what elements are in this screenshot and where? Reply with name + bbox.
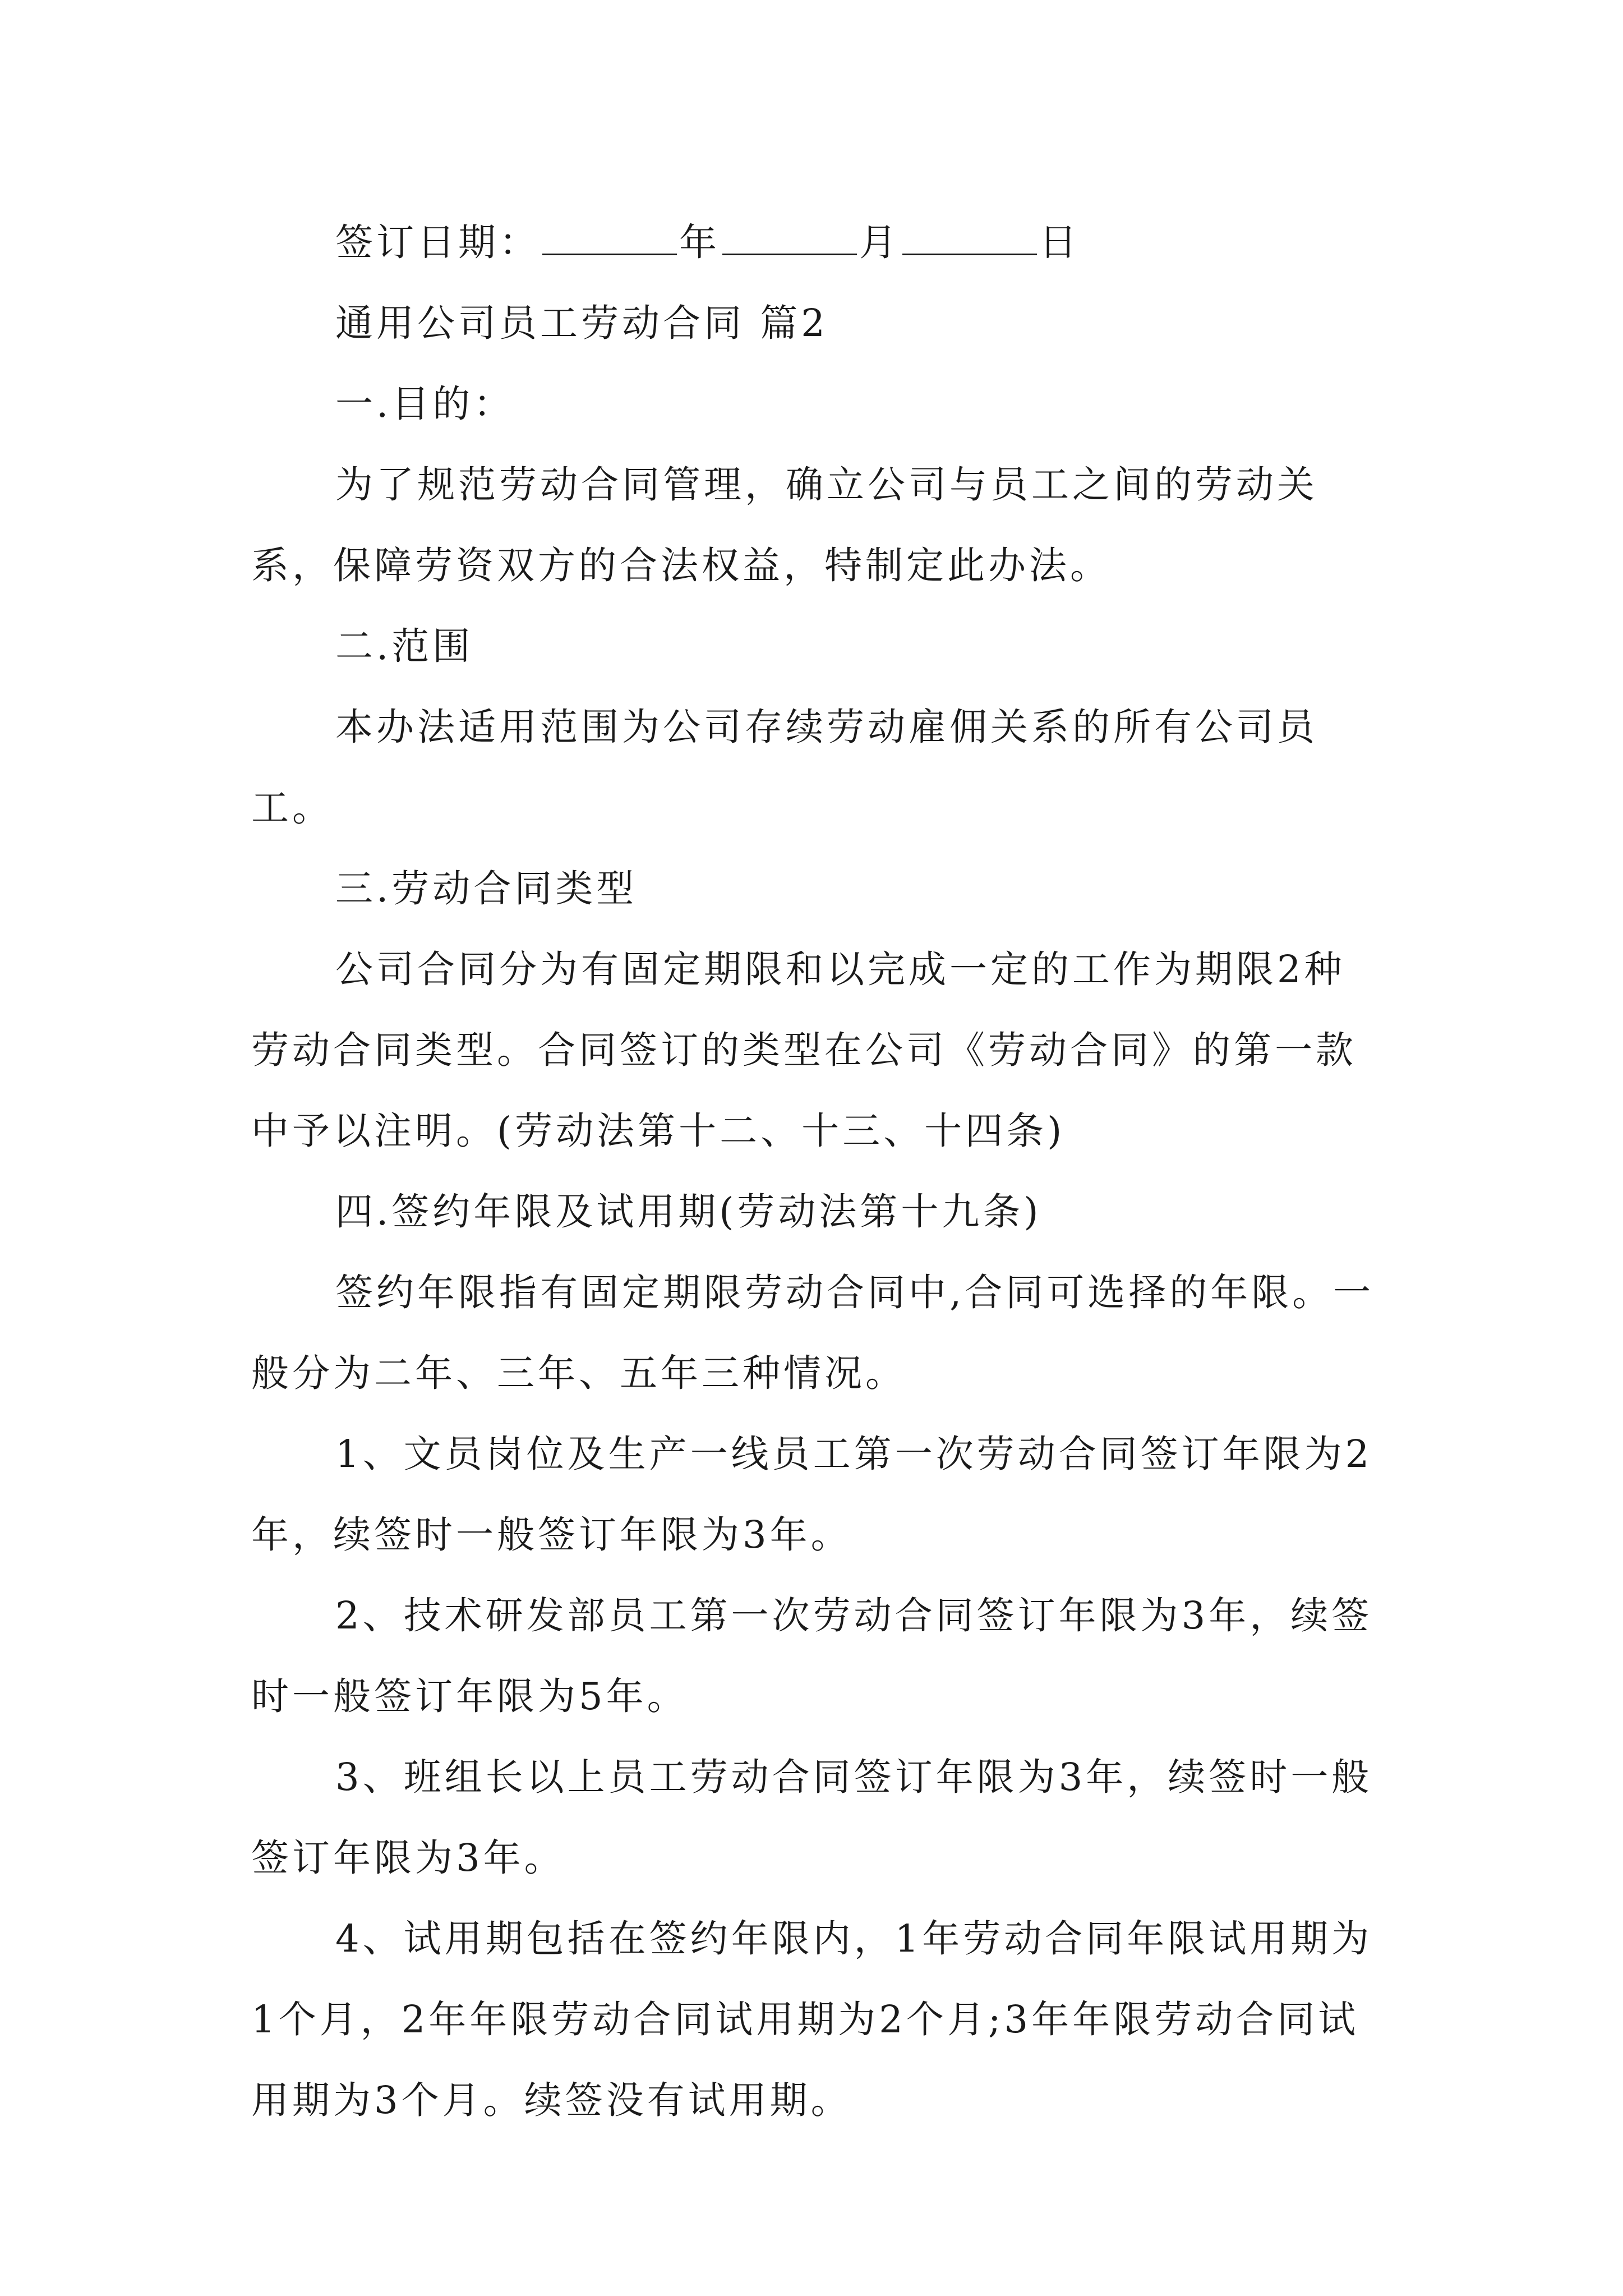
year-blank xyxy=(542,221,677,255)
day-blank xyxy=(902,221,1037,255)
month-blank xyxy=(722,221,857,255)
paragraph-purpose: 为了规范劳动合同管理，确立公司与员工之间的劳动关系，保障劳资双方的合法权益，特制定此办法。 xyxy=(251,463,1318,587)
paragraph-contract-types: 公司合同分为有固定期限和以完成一定的工作为期限2种劳动合同类型。合同签订的类型在公司《劳动合同》的第一款中予以注明。(劳动法第十二、十三、十四条) xyxy=(251,947,1357,1153)
section-title: 通用公司员工劳动合同 篇2 xyxy=(335,301,828,345)
year-label: 年 xyxy=(679,220,720,264)
heading-contract-types: 三.劳动合同类型 xyxy=(335,867,638,910)
list-item-4: 4、试用期包括在签约年限内，1年劳动合同年限试用期为1个月，2年年限劳动合同试用期为2个月;3年年限劳动合同试用期为3个月。续签没有试用期。 xyxy=(251,1917,1373,2122)
month-label: 月 xyxy=(859,220,900,264)
list-item-2: 2、技术研发部员工第一次劳动合同签订年限为3年，续签时一般签订年限为5年。 xyxy=(251,1594,1373,1718)
heading-term-probation: 四.签约年限及试用期(劳动法第十九条) xyxy=(335,1190,1042,1234)
list-item-3: 3、班组长以上员工劳动合同签订年限为3年，续签时一般签订年限为3年。 xyxy=(251,1755,1373,1880)
list-item-1: 1、文员岗位及生产一线员工第一次劳动合同签订年限为2年，续签时一般签订年限为3年。 xyxy=(251,1432,1373,1557)
paragraph-term: 签约年限指有固定期限劳动合同中,合同可选择的年限。一般分为二年、三年、五年三种情况。 xyxy=(251,1271,1375,1395)
sign-date-line xyxy=(251,202,1384,283)
heading-purpose: 一.目的： xyxy=(335,382,515,426)
sign-date-label: 签订日期： xyxy=(335,220,540,264)
heading-scope: 二.范围 xyxy=(335,624,474,668)
paragraph-scope: 本办法适用范围为公司存续劳动雇佣关系的所有公司员工。 xyxy=(251,705,1318,830)
document-body xyxy=(251,202,1384,2141)
day-label: 日 xyxy=(1039,220,1080,264)
